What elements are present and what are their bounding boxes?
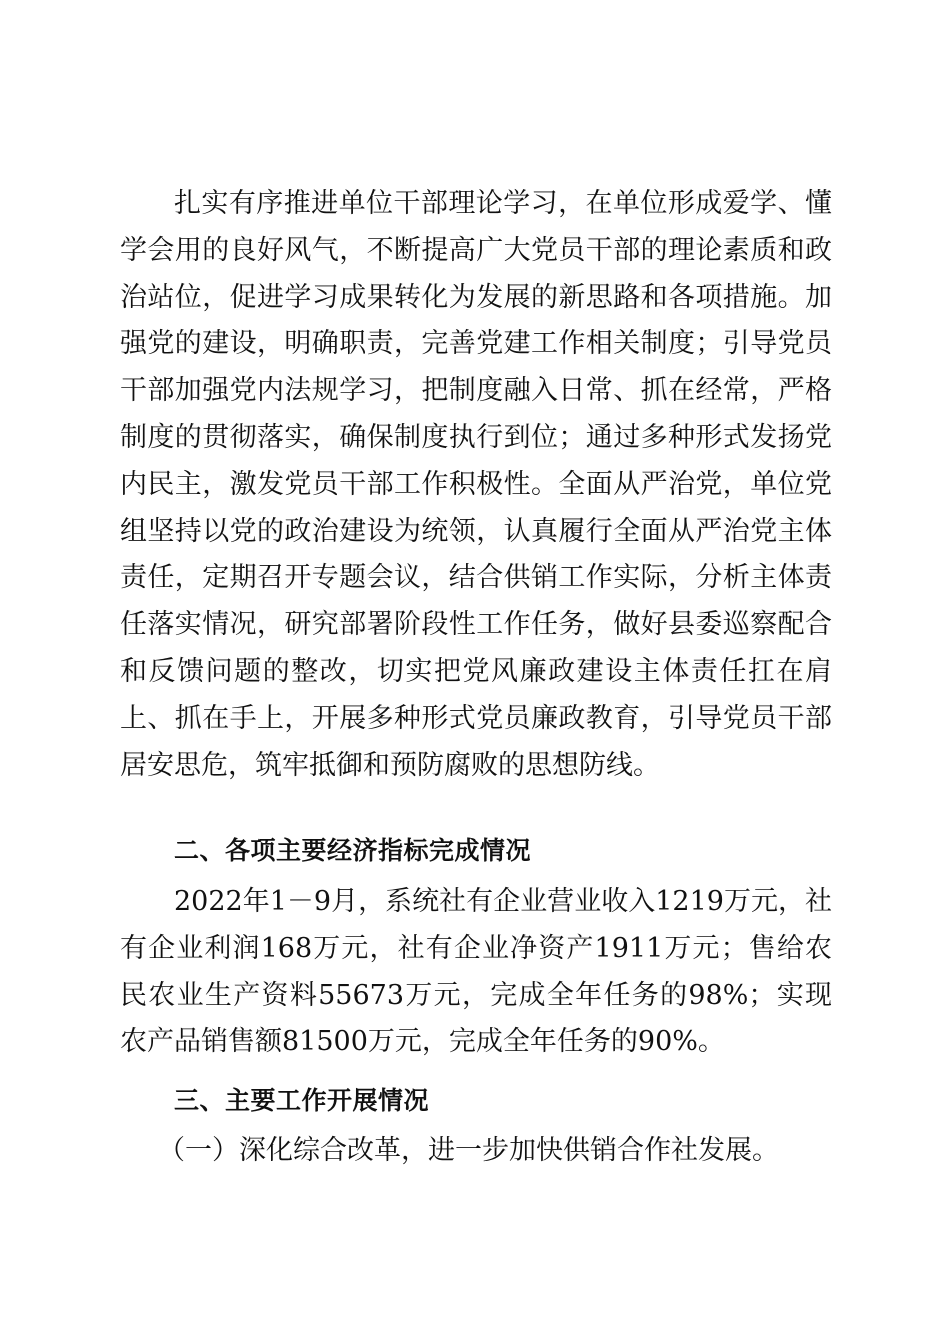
- body-paragraph-party-building: 扎实有序推进单位干部理论学习，在单位形成爱学、懂学会用的良好风气，不断提高广大党员干部的理论素质和政治站位，促进学习成果转化为发展的新思路和各项措施。加强党的建设，明确职责，完善党建工作相关制度；引导党员干部加强党内法规学习，把制度融入日常、抓在经常，严格制度的贯彻落实，确保制度执行到位；通过多种形式发扬党内民主，激发党员干部工作积极性。全面从严治党，单位党组坚持以党的政治建设为统领，认真履行全面从严治党主体责任，定期召开专题会议，结合供销工作实际，分析主体责任落实情况，研究部署阶段性工作任务，做好县委巡察配合和反馈问题的整改，切实把党风廉政建设主体责任扛在肩上、抓在手上，开展多种形式党员廉政教育，引导党员干部居安思危，筑牢抵御和预防腐败的思想防线。: [120, 188, 832, 781]
- body-paragraph-economic-indicators: 2022年1－9月，系统社有企业营业收入1219万元，社有企业利润168万元，社有企业净资产1911万元；售给农民农业生产资料55673万元，完成全年任务的98%；实现农产品销售额81500万元，完成全年任务的90%。: [120, 886, 832, 1058]
- section-heading-economic-indicators: 二、各项主要经济指标完成情况: [174, 836, 532, 865]
- subsection-heading-comprehensive-reform: （一）深化综合改革，进一步加快供销合作社发展。: [158, 1135, 779, 1166]
- section-heading-main-work: 三、主要工作开展情况: [174, 1086, 430, 1115]
